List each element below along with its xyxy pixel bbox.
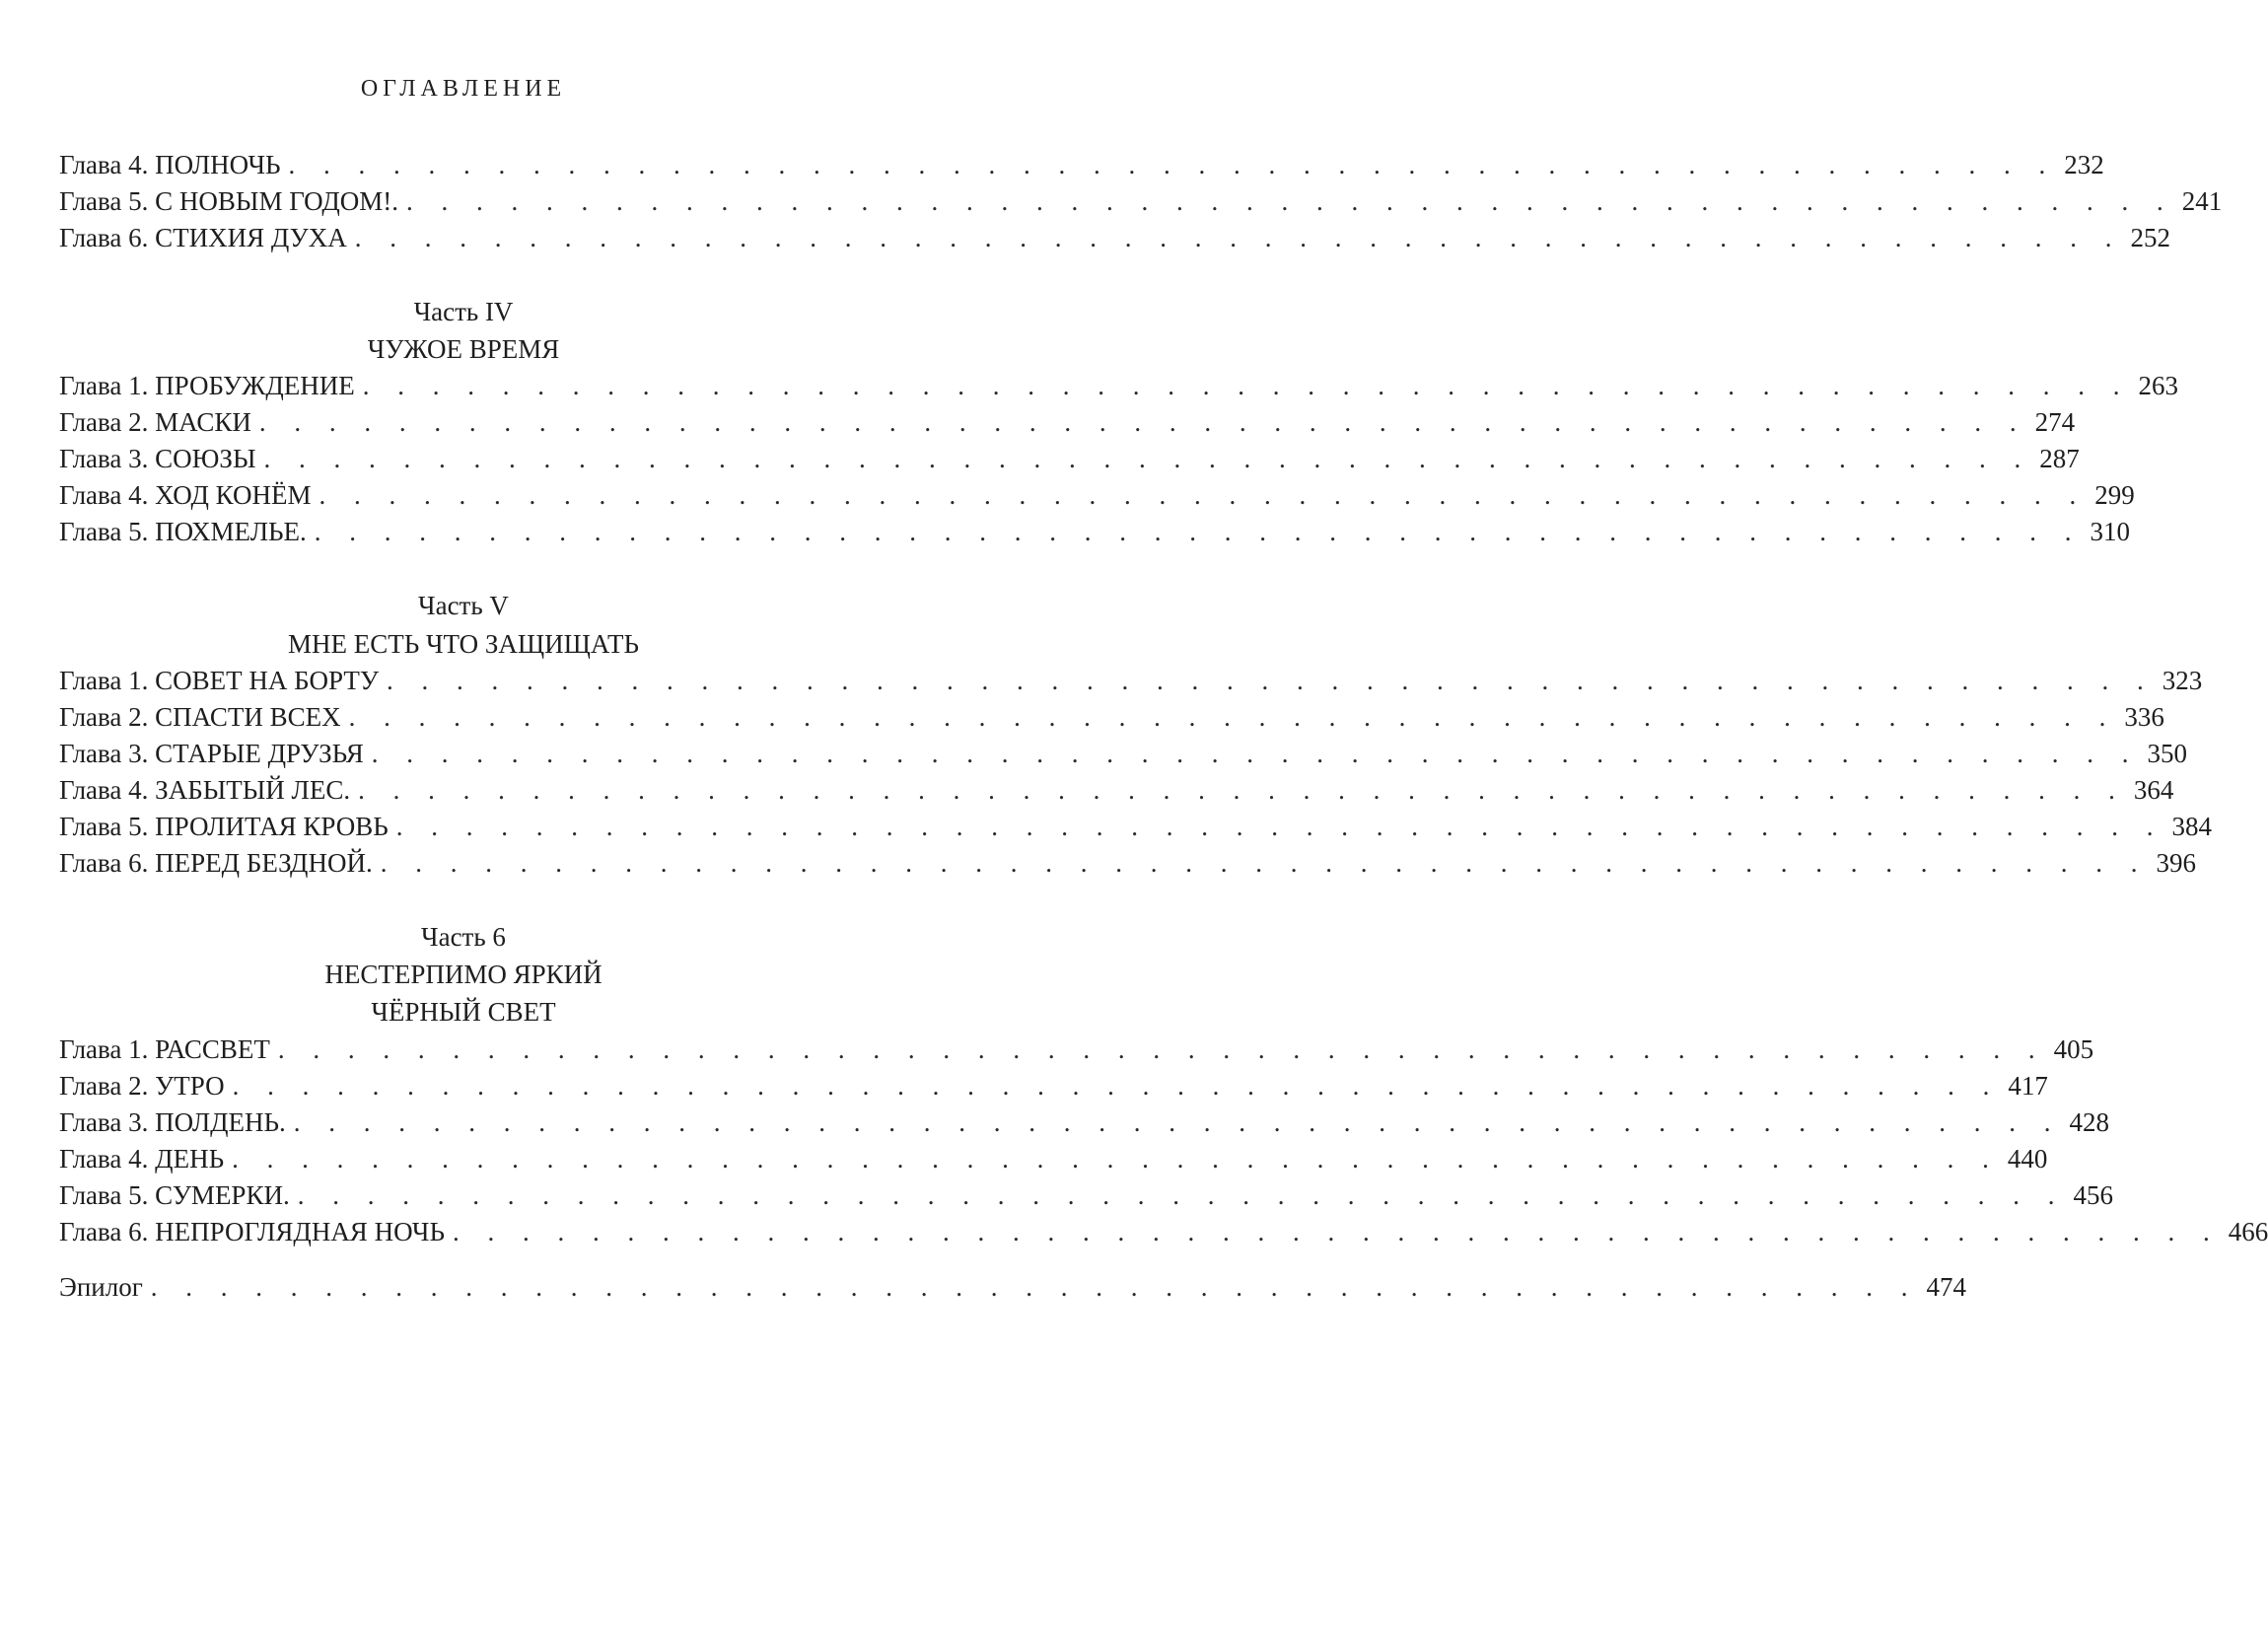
part-title: МНЕ ЕСТЬ ЧТО ЗАЩИЩАТЬ	[287, 629, 640, 659]
toc-entry-epilogue[interactable]	[59, 1270, 1967, 1304]
toc-entry[interactable]	[59, 1215, 2268, 1248]
entry-label: Глава 5. ПРОЛИТАЯ КРОВЬ	[59, 812, 389, 841]
entry-label: Глава 1. ПРОБУЖДЕНИЕ	[59, 371, 355, 400]
dot-leader: . . . . . . . . . . . . . . . . . . . . . . . . . . . . . . . . . . . . . . . . . . . . . . . . . . .	[232, 1144, 2000, 1174]
entry-label: Глава 4. ДЕНЬ	[59, 1144, 225, 1174]
dot-leader: . . . . . . . . . . . . . . . . . . . . . . . . . . . . . . . . . . . . . . . . . . . . . . . . . . .	[314, 517, 2083, 546]
dot-leader: . . . . . . . . . . . . . . . . . . . . . . . . . . . . . . . . . . . . . . . . . . . . . . . . . . .	[362, 371, 2131, 400]
entry-page: 241	[2181, 186, 2223, 216]
entry-page: 336	[2124, 702, 2164, 732]
dot-leader: . . . . . . . . . . . . . . . . . . . . . . . . . . . . . . . . . . . . . . . . . . . . . . . . . . .	[354, 223, 2123, 252]
toc-entry[interactable]	[59, 1105, 2110, 1139]
entry-page: 274	[2034, 407, 2076, 437]
dot-leader: . . . . . . . . . . . . . . . . . . . . . . . . . . . . . . . . . . . . . . . . . . . . . . . . . . .	[386, 666, 2155, 695]
dot-leader: . . . . . . . . . . . . . . . . . . . . . . . . . . . . . . . . . . . . . . . . . . . . . . . . . . .	[150, 1272, 1919, 1302]
entry-page: 466	[2228, 1217, 2268, 1246]
dot-leader: . . . . . . . . . . . . . . . . . . . . . . . . . . . . . . . . . . . . . . . . . . . . . . . . . . .	[258, 407, 2027, 437]
dot-leader: . . . . . . . . . . . . . . . . . . . . . . . . . . . . . . . . . . . . . . . . . . . . . . . . . . .	[395, 812, 2164, 841]
toc-entry[interactable]	[59, 515, 2131, 548]
dot-leader: . . . . . . . . . . . . . . . . . . . . . . . . . . . . . . . . . . . . . . . . . . . . . . . . . . .	[232, 1071, 2001, 1101]
toc-entry[interactable]	[59, 700, 2164, 734]
entry-page: 232	[2064, 150, 2104, 179]
entry-label: Глава 4. ЗАБЫТЫЙ ЛЕС.	[59, 775, 351, 805]
toc-entry[interactable]	[59, 184, 2223, 218]
dot-leader: . . . . . . . . . . . . . . . . . . . . . . . . . . . . . . . . . . . . . . . . . . . . . . . . . . .	[297, 1180, 2066, 1210]
entry-page: 396	[2156, 848, 2196, 878]
dot-leader: . . . . . . . . . . . . . . . . . . . . . . . . . . . . . . . . . . . . . . . . . . . . . . . . . . .	[452, 1217, 2221, 1246]
entry-page: 417	[2008, 1071, 2048, 1101]
entry-label: Глава 4. ХОД КОНЁМ	[59, 480, 312, 510]
entry-page: 350	[2147, 739, 2187, 768]
dot-leader: . . . . . . . . . . . . . . . . . . . . . . . . . . . . . . . . . . . . . . . . . . . . . . . . . . .	[348, 702, 2117, 732]
dot-leader: . . . . . . . . . . . . . . . . . . . . . . . . . . . . . . . . . . . . . . . . . . . . . . . . . . .	[406, 186, 2174, 216]
toc-entry[interactable]	[59, 810, 2212, 843]
entry-page: 364	[2133, 775, 2174, 805]
entry-label: Глава 5. СУМЕРКИ.	[59, 1180, 290, 1210]
entry-label: Глава 6. ПЕРЕД БЕЗДНОЙ.	[59, 848, 373, 878]
entry-page: 310	[2090, 517, 2131, 546]
entry-page: 252	[2130, 223, 2171, 252]
entry-label: Глава 5. С НОВЫМ ГОДОМ!.	[59, 186, 398, 216]
entry-label: Глава 6. СТИХИЯ ДУХА	[59, 223, 347, 252]
entry-page: 405	[2053, 1034, 2094, 1064]
toc-entry[interactable]	[59, 369, 2179, 402]
entry-label: Глава 6. НЕПРОГЛЯДНАЯ НОЧЬ	[59, 1217, 445, 1246]
toc-entry[interactable]	[59, 664, 2203, 697]
entry-label: Глава 3. СТАРЫЕ ДРУЗЬЯ	[59, 739, 364, 768]
part-title: ЧУЖОЕ ВРЕМЯ	[367, 334, 560, 364]
toc-title: ОГЛАВЛЕНИЕ	[360, 76, 567, 102]
entry-page: 323	[2162, 666, 2203, 695]
toc-entry[interactable]	[59, 1142, 2048, 1175]
entry-label: Эпилог	[59, 1272, 143, 1302]
entry-label: Глава 1. СОВЕТ НА БОРТУ	[59, 666, 379, 695]
dot-leader: . . . . . . . . . . . . . . . . . . . . . . . . . . . . . . . . . . . . . . . . . . . . . . . . . . .	[380, 848, 2149, 878]
entry-label: Глава 2. УТРО	[59, 1071, 225, 1101]
entry-page: 263	[2138, 371, 2179, 400]
entry-label: Глава 2. МАСКИ	[59, 407, 251, 437]
part-title: НЕСТЕРПИМО ЯРКИЙ	[324, 960, 602, 989]
toc-entry[interactable]	[59, 148, 2104, 181]
toc-entry[interactable]	[59, 773, 2174, 807]
part-label: Часть V	[418, 591, 509, 620]
toc-entry[interactable]	[59, 405, 2076, 439]
part-label: Часть IV	[413, 297, 514, 326]
part-label: Часть 6	[421, 922, 506, 952]
toc-entry[interactable]	[59, 442, 2080, 475]
toc-entry[interactable]	[59, 221, 2171, 254]
entry-page: 474	[1926, 1272, 1967, 1302]
dot-leader: . . . . . . . . . . . . . . . . . . . . . . . . . . . . . . . . . . . . . . . . . . . . . . . . . . .	[319, 480, 2088, 510]
toc-entry[interactable]	[59, 737, 2187, 770]
dot-leader: . . . . . . . . . . . . . . . . . . . . . . . . . . . . . . . . . . . . . . . . . . . . . . . . . . .	[277, 1034, 2046, 1064]
entry-page: 299	[2094, 480, 2135, 510]
part-title-line2: ЧЁРНЫЙ СВЕТ	[371, 997, 556, 1027]
dot-leader: . . . . . . . . . . . . . . . . . . . . . . . . . . . . . . . . . . . . . . . . . . . . . . . . . . .	[358, 775, 2126, 805]
entry-label: Глава 5. ПОХМЕЛЬЕ.	[59, 517, 307, 546]
toc-entry[interactable]	[59, 1178, 2113, 1212]
entry-page: 440	[2007, 1144, 2048, 1174]
dot-leader: . . . . . . . . . . . . . . . . . . . . . . . . . . . . . . . . . . . . . . . . . . . . . . . . . . .	[293, 1107, 2062, 1137]
entry-label: Глава 4. ПОЛНОЧЬ	[59, 150, 281, 179]
toc-entry[interactable]	[59, 846, 2196, 880]
toc-entry[interactable]	[59, 1069, 2048, 1103]
toc-entry[interactable]	[59, 478, 2135, 512]
entry-label: Глава 1. РАССВЕТ	[59, 1034, 270, 1064]
dot-leader: . . . . . . . . . . . . . . . . . . . . . . . . . . . . . . . . . . . . . . . . . . . . . . . . . . .	[263, 444, 2032, 473]
dot-leader: . . . . . . . . . . . . . . . . . . . . . . . . . . . . . . . . . . . . . . . . . . . . . . . . . . .	[288, 150, 2057, 179]
entry-label: Глава 3. ПОЛДЕНЬ.	[59, 1107, 286, 1137]
entry-page: 428	[2069, 1107, 2110, 1137]
entry-page: 287	[2039, 444, 2080, 473]
entry-page: 456	[2073, 1180, 2113, 1210]
toc-entry[interactable]	[59, 1032, 2094, 1066]
entry-page: 384	[2171, 812, 2212, 841]
dot-leader: . . . . . . . . . . . . . . . . . . . . . . . . . . . . . . . . . . . . . . . . . . . . . . . . . . .	[371, 739, 2140, 768]
entry-label: Глава 3. СОЮЗЫ	[59, 444, 256, 473]
entry-label: Глава 2. СПАСТИ ВСЕХ	[59, 702, 341, 732]
